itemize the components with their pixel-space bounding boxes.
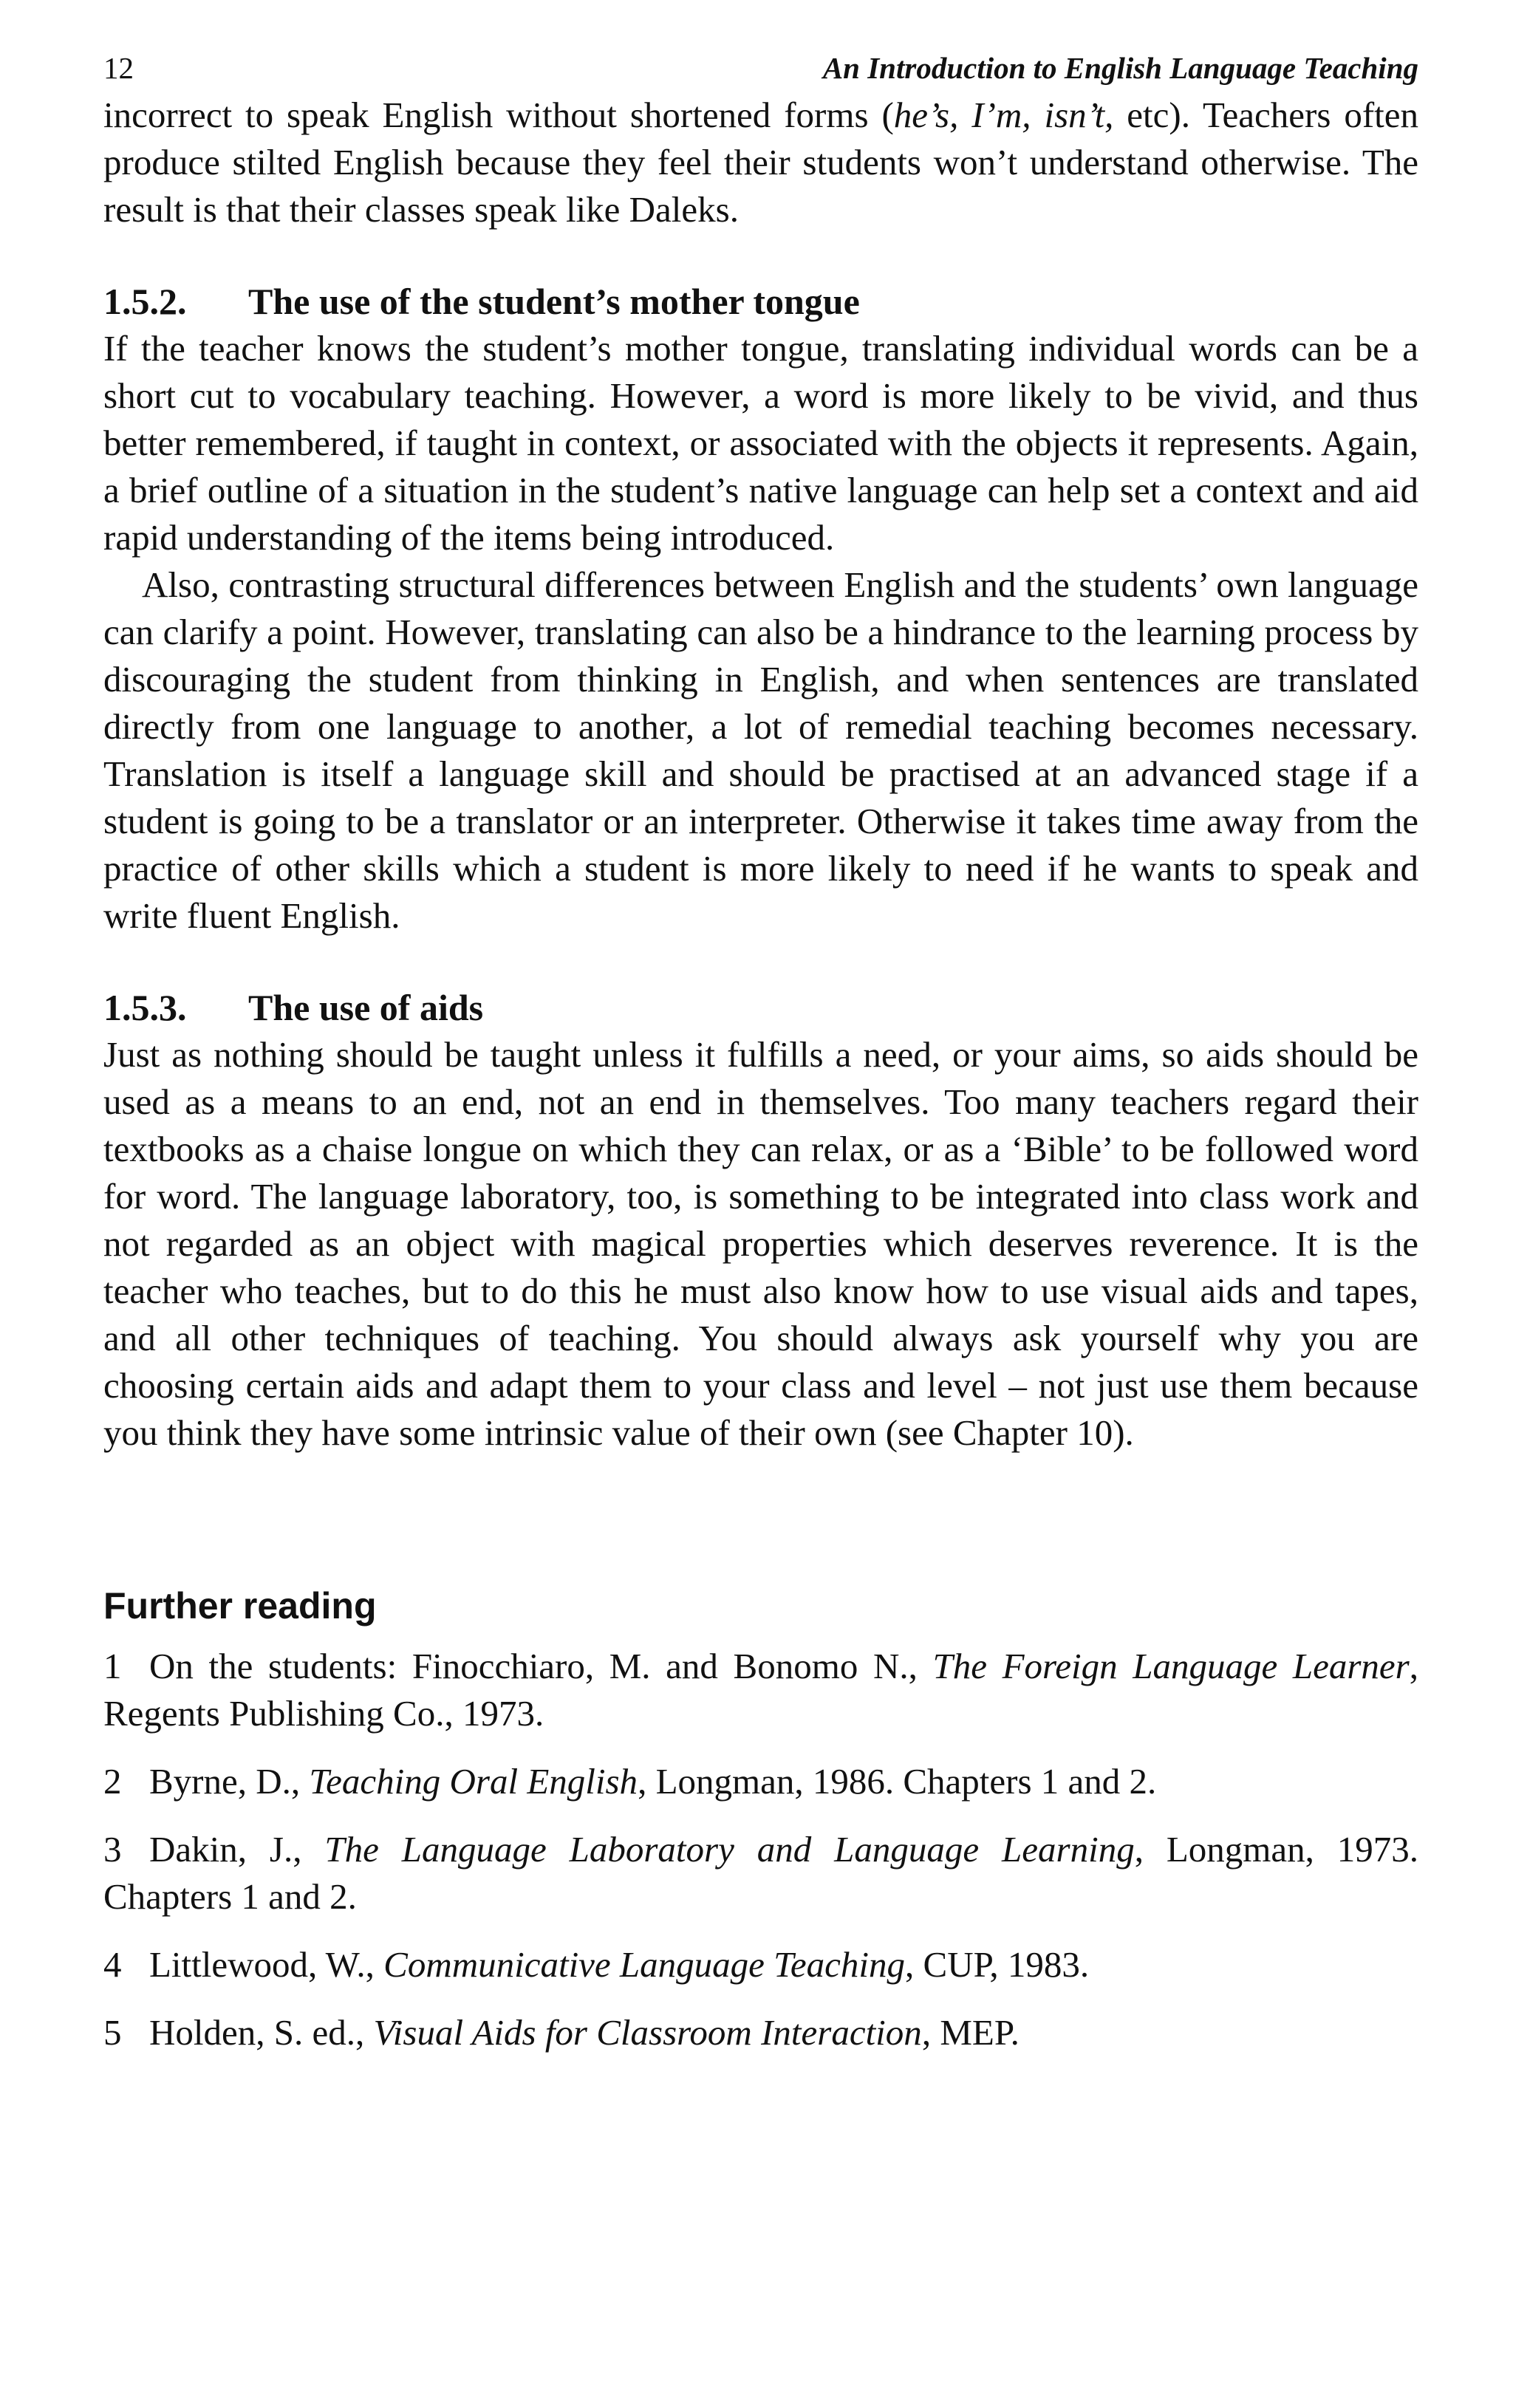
item-publisher: , Regents Publishing Co., 1973. bbox=[103, 1646, 1418, 1734]
further-reading-heading: Further reading bbox=[103, 1585, 377, 1627]
section-title: The use of aids bbox=[248, 987, 484, 1028]
item-author: Littlewood, W., bbox=[149, 1944, 384, 1985]
item-author: Dakin, J., bbox=[149, 1829, 325, 1870]
reading-list-item bbox=[103, 1826, 1418, 1920]
section-number: 1.5.2. bbox=[103, 281, 187, 322]
item-title: Communicative Language Teaching bbox=[383, 1944, 906, 1985]
item-number: 3 bbox=[103, 1829, 122, 1870]
item-title: The Language Laboratory and Language Learning bbox=[324, 1829, 1135, 1870]
reading-list-item bbox=[103, 1643, 1418, 1737]
item-number: 4 bbox=[103, 1944, 122, 1985]
section-heading-1-5-3 bbox=[103, 984, 1418, 1031]
intro-text-start: incorrect to speak English without shortened forms ( bbox=[103, 95, 894, 135]
paragraph: If the teacher knows the student’s mother tongue, translating individual words can be a short cut to vocabulary teaching. However, a word is more likely to be vivid, and thus better remembered, if taught in context, or associated with the objects it represents. Again, a brief outline of a situation in the student’s native language can help set a context and aid rapid understanding of the items being introduced. bbox=[103, 328, 1418, 558]
reading-list bbox=[103, 1643, 1418, 2056]
section-title: The use of the student’s mother tongue bbox=[248, 281, 860, 322]
item-title: Visual Aids for Classroom Interaction bbox=[373, 2012, 922, 2053]
item-title: Teaching Oral English bbox=[309, 1761, 638, 1802]
item-publisher: , CUP, 1983. bbox=[905, 1944, 1090, 1985]
reading-list-item bbox=[103, 1941, 1418, 1988]
section-number: 1.5.3. bbox=[103, 987, 187, 1028]
running-header bbox=[103, 46, 1418, 92]
item-number: 1 bbox=[103, 1646, 122, 1686]
item-author: Holden, S. ed., bbox=[149, 2012, 374, 2053]
paragraph: Just as nothing should be taught unless it fulfills a need, or your aims, so aids should be used as a means to an end, not an end in themselves. Too many teachers regard their textbooks as a chaise longue on which they can relax, or as a ‘Bible’ to be followed word for word. The language laboratory, too, is something to be integrated into class work and not regarded as an object with magical properties which deserves reverence. It is the teacher who teaches, but to do this he must also know how to use visual aids and tapes, and all other techniques of teaching. You should always ask yourself why you are choosing certain aids and adapt them to your class and level – not just use them because you think they have some intrinsic value of their own (see Chapter 10). bbox=[103, 1034, 1418, 1453]
item-author: Byrne, D., bbox=[149, 1761, 310, 1802]
intro-paragraph bbox=[103, 92, 1418, 233]
intro-text-italic: he’s, I’m, isn’t, bbox=[893, 95, 1114, 135]
item-number: 2 bbox=[103, 1761, 122, 1802]
item-publisher: , Longman, 1973. Chapters 1 and 2. bbox=[103, 1829, 1418, 1917]
item-publisher: , MEP. bbox=[921, 2012, 1020, 2053]
item-author: On the students: Finocchiaro, M. and Bonomo N., bbox=[149, 1646, 933, 1686]
reading-list-item bbox=[103, 2009, 1418, 2056]
page-number: 12 bbox=[103, 51, 134, 85]
item-number: 5 bbox=[103, 2012, 122, 2053]
item-publisher: , Longman, 1986. Chapters 1 and 2. bbox=[638, 1761, 1157, 1802]
book-page bbox=[103, 46, 1418, 2077]
paragraph: Also, contrasting structural differences between English and the students’ own language can clarify a point. However, translating can also be a hindrance to the learning process by discouraging the student from thinking in English, and when sentences are translated directly from one language to another, a lot of remedial teaching becomes necessary. Translation is itself a language skill and should be practised at an advanced stage if a student is going to be a translator or an interpreter. Otherwise it takes time away from the practice of other skills which a student is more likely to need if he wants to speak and write fluent English. bbox=[103, 564, 1418, 936]
reading-list-item bbox=[103, 1758, 1418, 1805]
section-heading-1-5-2 bbox=[103, 278, 1418, 325]
item-title: The Foreign Language Learner bbox=[932, 1646, 1410, 1686]
running-title: An Introduction to English Language Teaching bbox=[822, 51, 1418, 85]
intro-text-end: etc). Teachers often produce stilted English because they feel their students won’t understand otherwise. The result is that their classes speak like Daleks. bbox=[103, 95, 1418, 230]
